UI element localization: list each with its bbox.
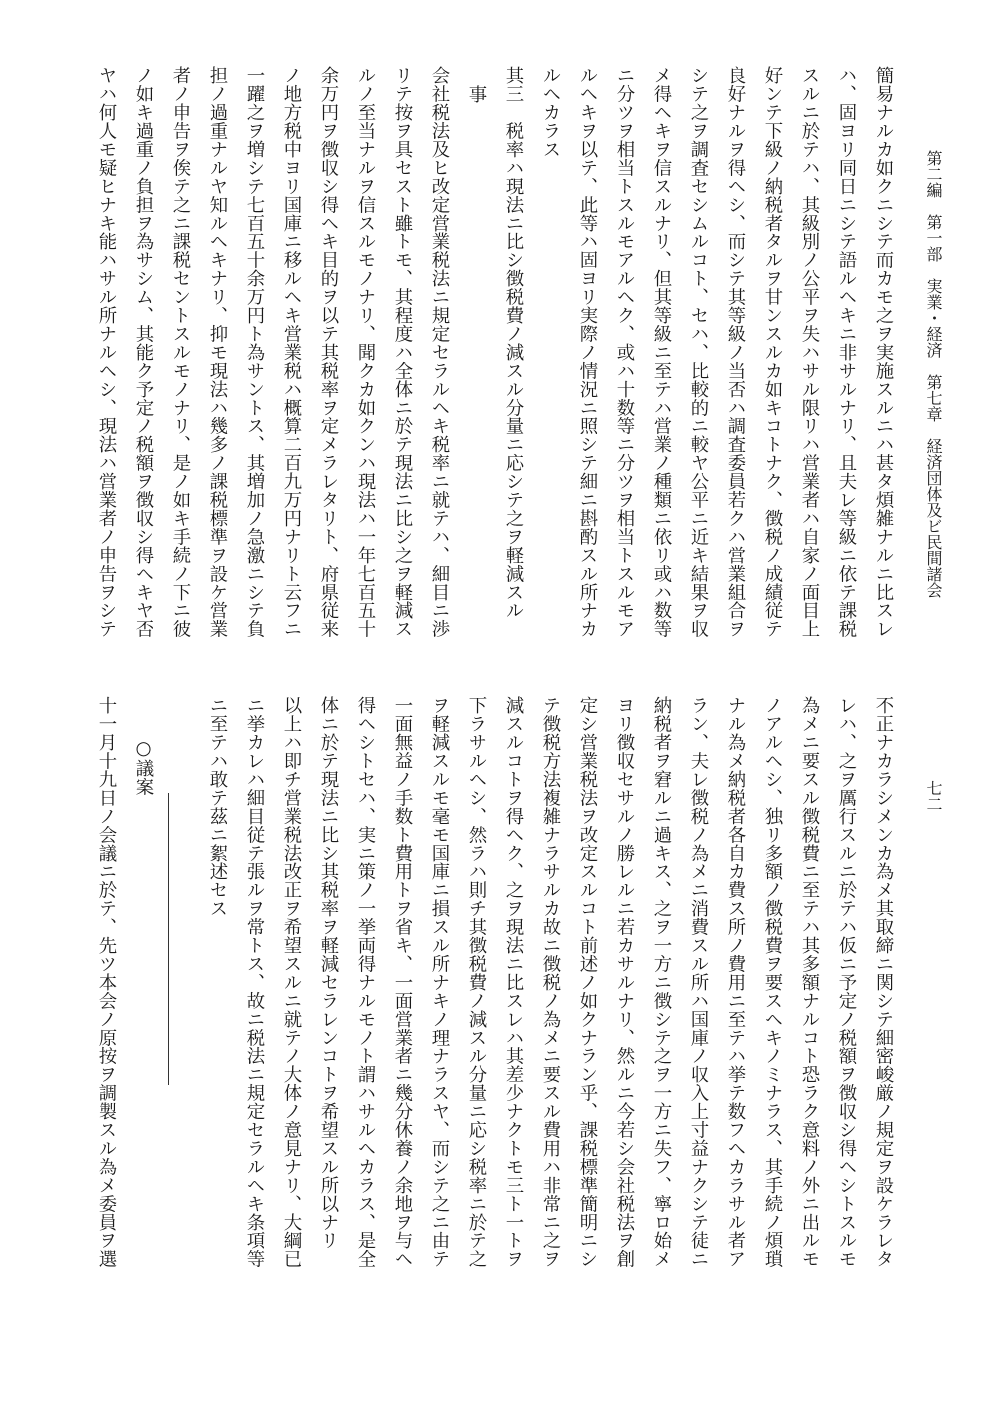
text-column: スルニ於テハ、其級別ノ公平ヲ失ハサル限リハ営業者ハ自家ノ面目上 xyxy=(799,66,820,638)
text-column: 以上ハ即チ営業税法改正ヲ希望スルニ就テノ大体ノ意見ナリ、大綱已 xyxy=(281,696,302,1268)
section-heading: ○議案 xyxy=(133,738,154,796)
text-column: 不正ナカラシメンカ為メ其取締ニ関シテ細密峻厳ノ規定ヲ設ケラレタ xyxy=(873,696,894,1268)
text-column: 為メニ要スル徴税費ニ至テハ其多額ナルコト恐ラク意料ノ外ニ出ルモ xyxy=(799,696,820,1268)
text-column: ニ至テハ敢テ茲ニ絮述セス xyxy=(207,696,228,918)
text-column: ハ、固ヨリ同日ニシテ語ルヘキニ非サルナリ、且夫レ等級ニ依テ課税 xyxy=(836,66,857,638)
text-column: ヨリ徴収セサルノ勝レルニ若カサルナリ、然ルニ今若シ会社税法ヲ創 xyxy=(614,696,635,1268)
page-number: 七二 xyxy=(924,780,943,812)
text-column: ナル為メ納税者各自カ費ス所ノ費用ニ至テハ挙テ数フヘカラサル者ア xyxy=(725,696,746,1268)
text-column: ルノ至当ナルヲ信スルモノナリ、聞クカ如クンハ現法ハ一年七百五十 xyxy=(355,66,376,638)
text-column: 会社税法及ヒ改定営業税法ニ規定セラルヘキ税率ニ就テハ、細目ニ渉 xyxy=(429,66,450,638)
text-column: 下ラサルヘシ、然ラハ則チ其徴税費ノ減スル分量ニ応シ税率ニ於テ之 xyxy=(466,696,487,1268)
text-column: ルヘキヲ以テ、此等ハ固ヨリ実際ノ情況ニ照シテ細ニ斟酌スル所ナカ xyxy=(577,66,598,638)
text-column: ヲ軽減スルモ毫モ国庫ニ損スル所ナキノ理ナラスヤ、而シテ之ニ由テ xyxy=(429,696,450,1268)
text-column: シテ之ヲ調査セシムルコト、セハ、比較的ニ較ヤ公平ニ近キ結果ヲ収 xyxy=(688,66,709,638)
text-column: 十一月十九日ノ会議ニ於テ、先ツ本会ノ原按ヲ調製スル為メ委員ヲ選 xyxy=(96,696,117,1268)
running-head: 第二編 第一部 実業・経済 第七章 経済団体及ビ民間諸会 xyxy=(924,150,943,598)
text-column: ニ挙カレハ細目従テ張ルヲ常トス、故ニ税法ニ規定セラルヘキ条項等 xyxy=(244,696,265,1268)
text-column: 納税者ヲ窘ルニ過キス、之ヲ一方ニ徴シテ之ヲ一方ニ失フ、寧ロ始メ xyxy=(651,696,672,1268)
text-column: 減スルコトヲ得ヘク、之ヲ現法ニ比スレハ其差少ナクトモ三ト一トヲ xyxy=(503,696,524,1268)
text-column: リテ按ヲ具セスト雖トモ、其程度ハ全体ニ於テ現法ニ比シ之ヲ軽減ス xyxy=(392,66,413,638)
text-column: 一躍之ヲ増シテ七百五十余万円ト為サントス、其増加ノ急激ニシテ負 xyxy=(244,66,265,638)
section-heading: 其三 税率ハ現法ニ比シ徴税費ノ減スル分量ニ応シテ之ヲ軽減スル xyxy=(503,66,524,620)
text-column: 得ヘシトセハ、実ニ策ノ一挙両得ナルモノト謂ハサルヘカラス、是全 xyxy=(355,696,376,1268)
text-column: ラン、夫レ徴税ノ為メニ消費スル所ハ国庫ノ収入上寸益ナクシテ徒ニ xyxy=(688,696,709,1268)
text-column: ノアルヘシ、独リ多額ノ徴税費ヲ要スヘキノミナラス、其手続ノ煩瑣 xyxy=(762,696,783,1268)
text-column: 担ノ過重ナルヤ知ルヘキナリ、抑モ現法ハ幾多ノ課税標準ヲ設ケ営業 xyxy=(207,66,228,638)
text-column: ノ如キ過重ノ負担ヲ為サシム、其能ク予定ノ税額ヲ徴収シ得ヘキヤ否 xyxy=(133,66,154,638)
text-column: 余万円ヲ徴収シ得ヘキ目的ヲ以テ其税率ヲ定メラレタリト、府県従来 xyxy=(318,66,339,638)
text-column: ルヘカラス xyxy=(540,66,561,159)
section-heading: 事 xyxy=(466,85,487,104)
text-column: ニ分ツヲ相当トスルモアルヘク、或ハ十数等ニ分ツヲ相当トスルモア xyxy=(614,66,635,638)
divider-rule xyxy=(168,793,169,1085)
text-column: 者ノ申告ヲ俟テ之ニ課税セントスルモノナリ、是ノ如キ手続ノ下ニ彼 xyxy=(170,66,191,638)
text-column: 一面無益ノ手数ト費用トヲ省キ、一面営業者ニ幾分休養ノ余地ヲ与ヘ xyxy=(392,696,413,1268)
text-column: ノ地方税中ヨリ国庫ニ移ルヘキ営業税ハ概算二百九万円ナリト云フニ xyxy=(281,66,302,638)
text-column: レハ、之ヲ厲行スルニ於テハ仮ニ予定ノ税額ヲ徴収シ得ヘシトスルモ xyxy=(836,696,857,1268)
text-column: 体ニ於テ現法ニ比シ其税率ヲ軽減セラレンコトヲ希望スル所以ナリ xyxy=(318,696,339,1250)
text-column: 簡易ナルカ如クニシテ而カモ之ヲ実施スルニハ甚タ煩雑ナルニ比スレ xyxy=(873,66,894,638)
text-column: ヤハ何人モ疑ヒナキ能ハサル所ナルヘシ、現法ハ営業者ノ申告ヲシテ xyxy=(96,66,117,638)
text-column: 好ンテ下級ノ納税者タルヲ甘ンスルカ如キコトナク、徴税ノ成績従テ xyxy=(762,66,783,638)
text-column: メ得ヘキヲ信スルナリ、但其等級ニ至テハ営業ノ種類ニ依リ或ハ数等 xyxy=(651,66,672,638)
text-column: 良好ナルヲ得ヘシ、而シテ其等級ノ当否ハ調査委員若クハ営業組合ヲ xyxy=(725,66,746,638)
text-column: 定シ営業税法ヲ改定スルコト前述ノ如クナラン乎、課税標準簡明ニシ xyxy=(577,696,598,1268)
text-column: テ徴税方法複雑ナラサルカ故ニ徴税ノ為メニ要スル費用ハ非常ニ之ヲ xyxy=(540,696,561,1268)
